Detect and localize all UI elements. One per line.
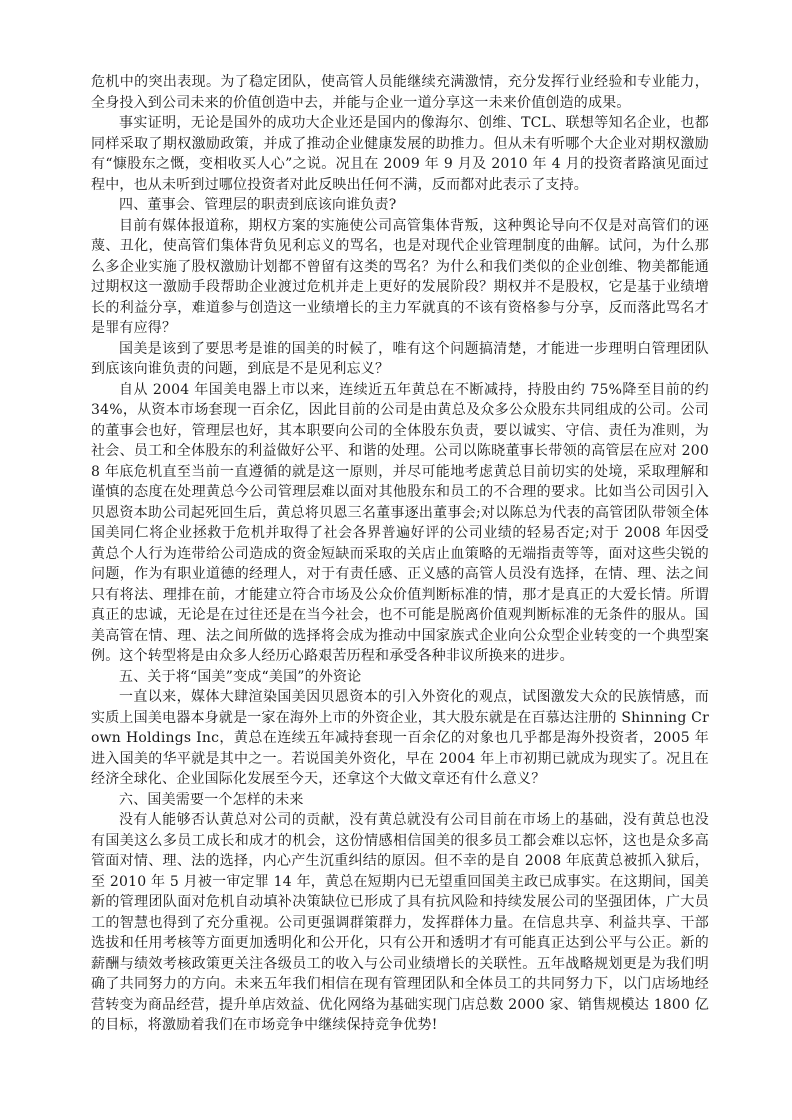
section-heading-5: 五、关于将“国美”变成“美国”的外资论 [119, 668, 362, 685]
paragraph-since-2004: 自从 2004 年国美电器上市以来，连续近五年黄总在不断减持，持股由约 75%降至目前的约 34%，从资本市场套现一百余亿，因此目前的公司是由黄总及众多公众股东共同组成的公司。公司的董事会也好，管理层也好，其本职要向公司的全体股东负责，要以诚实、守信、责任为准则，为社会、员工和全体股东的利益做好公平、和谐的处理。公司以陈晓董事长带领的高管层在应对 2008 年底危机直至当前一直遵循的就是这一原则，并尽可能地考虑黄总目前切实的处境，采取理解和谨慎的态度在处理黄总今公司管理层难以面对其他股东和员工的不合理的要求。比如当公司因引入贝恩资本助公司起死回生后，黄总将贝恩三名董事逐出董事会;对以陈总为代表的高管团队带领全体国美同仁将企业拯救于危机并取得了社会各界普遍好评的公司业绩的轻易否定;对于 2008 年因受黄总个人行为连带给公司造成的资金短缺而采取的关店止血策略的无端指责等等，面对这些尖锐的问题，作为有职业道德的经理人，对于有责任感、正义感的高管人员没有选择，在情、理、法之间只有将法、理排在前，才能建立符合市场及公众价值判断标准的情，那才是真正的大爱长情。所谓真正的忠诚，无论是在过往还是在当今社会，也不可能是脱离价值观判断标准的无条件的服从。国美高管在情、理、法之间所做的选择将会成为推动中国家族式企业向公众型企业转变的一个典型案例。这个转型将是由众多人经历心路艰苦历程和承受各种非议所换来的进步。 [91, 381, 709, 664]
section-heading-4: 四、董事会、管理层的职责到底该向谁负责? [119, 197, 397, 213]
paragraph-media-reports: 目前有媒体报道称，期权方案的实施使公司高管集体背叛，这种舆论导向不仅是对高管们的诬蔑、丑化，使高管们集体背负见利忘义的骂名，也是对现代企业管理制度的曲解。试问，为什么那么多企业实施了股权激励计划都不曾留有这类的骂名？为什么和我们类似的企业创维、物美都能通过期权这一激励手段帮助企业渡过危机并走上更好的发展阶段？期权并不是股权，它是基于业绩增长的利益分享，难道参与创造这一业绩增长的主力军就真的不该有资格参与分享，反而落此骂名才是罪有应得？ [91, 217, 709, 336]
paragraph-foreign-capital: 一直以来，媒体大肆渲染国美因贝恩资本的引入外资化的观点，试图激发大众的民族情感，而实质上国美电器本身就是一家在海外上市的外资企业，其大股东就是在百慕达注册的 Shinning Crown Holdings Inc，黄总在连续五年减持套现一百余亿的对象也几乎都是海外投资者，2005 年进入国美的华平就是其中之一。若说国美外资化，早在 2004 年上市初期已就成为现实了。况且在经济全球化、企业国际化发展至今天，还拿这个大做文章还有什么意义？ [91, 689, 709, 787]
section-heading-6: 六、国美需要一个怎样的未来 [119, 791, 304, 808]
paragraph-continuation: 危机中的突出表现。为了稳定团队，使高管人员能继续充满激情，充分发挥行业经验和专业能力，全身投入到公司未来的价值创造中去，并能与企业一道分享这一未来价值创造的成果。 [91, 74, 709, 111]
paragraph-whose-gome: 国美是该到了要思考是谁的国美的时候了，唯有这个问题搞清楚，才能进一步理明白管理团队到底该向谁负责的问题，到底是不是见利忘义？ [91, 340, 709, 377]
document-page [91, 72, 709, 1036]
paragraph-case-evidence: 事实证明，无论是国外的成功大企业还是国内的像海尔、创维、TCL、联想等知名企业，也都同样采取了期权激励政策，并成了推动企业健康发展的助推力。但从未有听哪个大企业对期权激励有“慷股东之慨，变相收买人心”之说。况且在 2009 年 9 月及 2010 年 4 月的投资者路演见面过程中，也从未听到过哪位投资者对此反映出任何不满，反而都对此表示了支持。 [91, 115, 709, 193]
paragraph-future: 没有人能够否认黄总对公司的贡献，没有黄总就没有公司目前在市场上的基础，没有黄总也没有国美这么多员工成长和成才的机会，这份情感相信国美的很多员工都会难以忘怀，这也是众多高管面对情、理、法的选择，内心产生沉重纠结的原因。但不幸的是自 2008 年底黄总被抓入狱后，至 2010 年 5 月被一审定罪 14 年，黄总在短期内已无望重回国美主政已成事实。在这期间，国美新的管理团队面对危机自动填补决策缺位已形成了具有抗风险和持续发展公司的坚强团体，广大员工的智慧也得到了充分重视。公司更强调群策群力，发挥群体力量。在信息共享、利益共享、干部选拔和任用考核等方面更加透明化和公开化，只有公开和透明才有可能真正达到公平与公正。新的薪酬与绩效考核政策更关注各级员工的收入与公司业绩增长的关联性。五年战略规划更是为我们明确了共同努力的方向。未来五年我们相信在现有管理团队和全体员工的共同努力下，以门店场地经营转变为商品经营，提升单店效益、优化网络为基础实现门店总数 2000 家、销售规模达 1800 亿的目标，将激励着我们在市场竞争中继续保持竞争优势! [91, 812, 709, 1033]
